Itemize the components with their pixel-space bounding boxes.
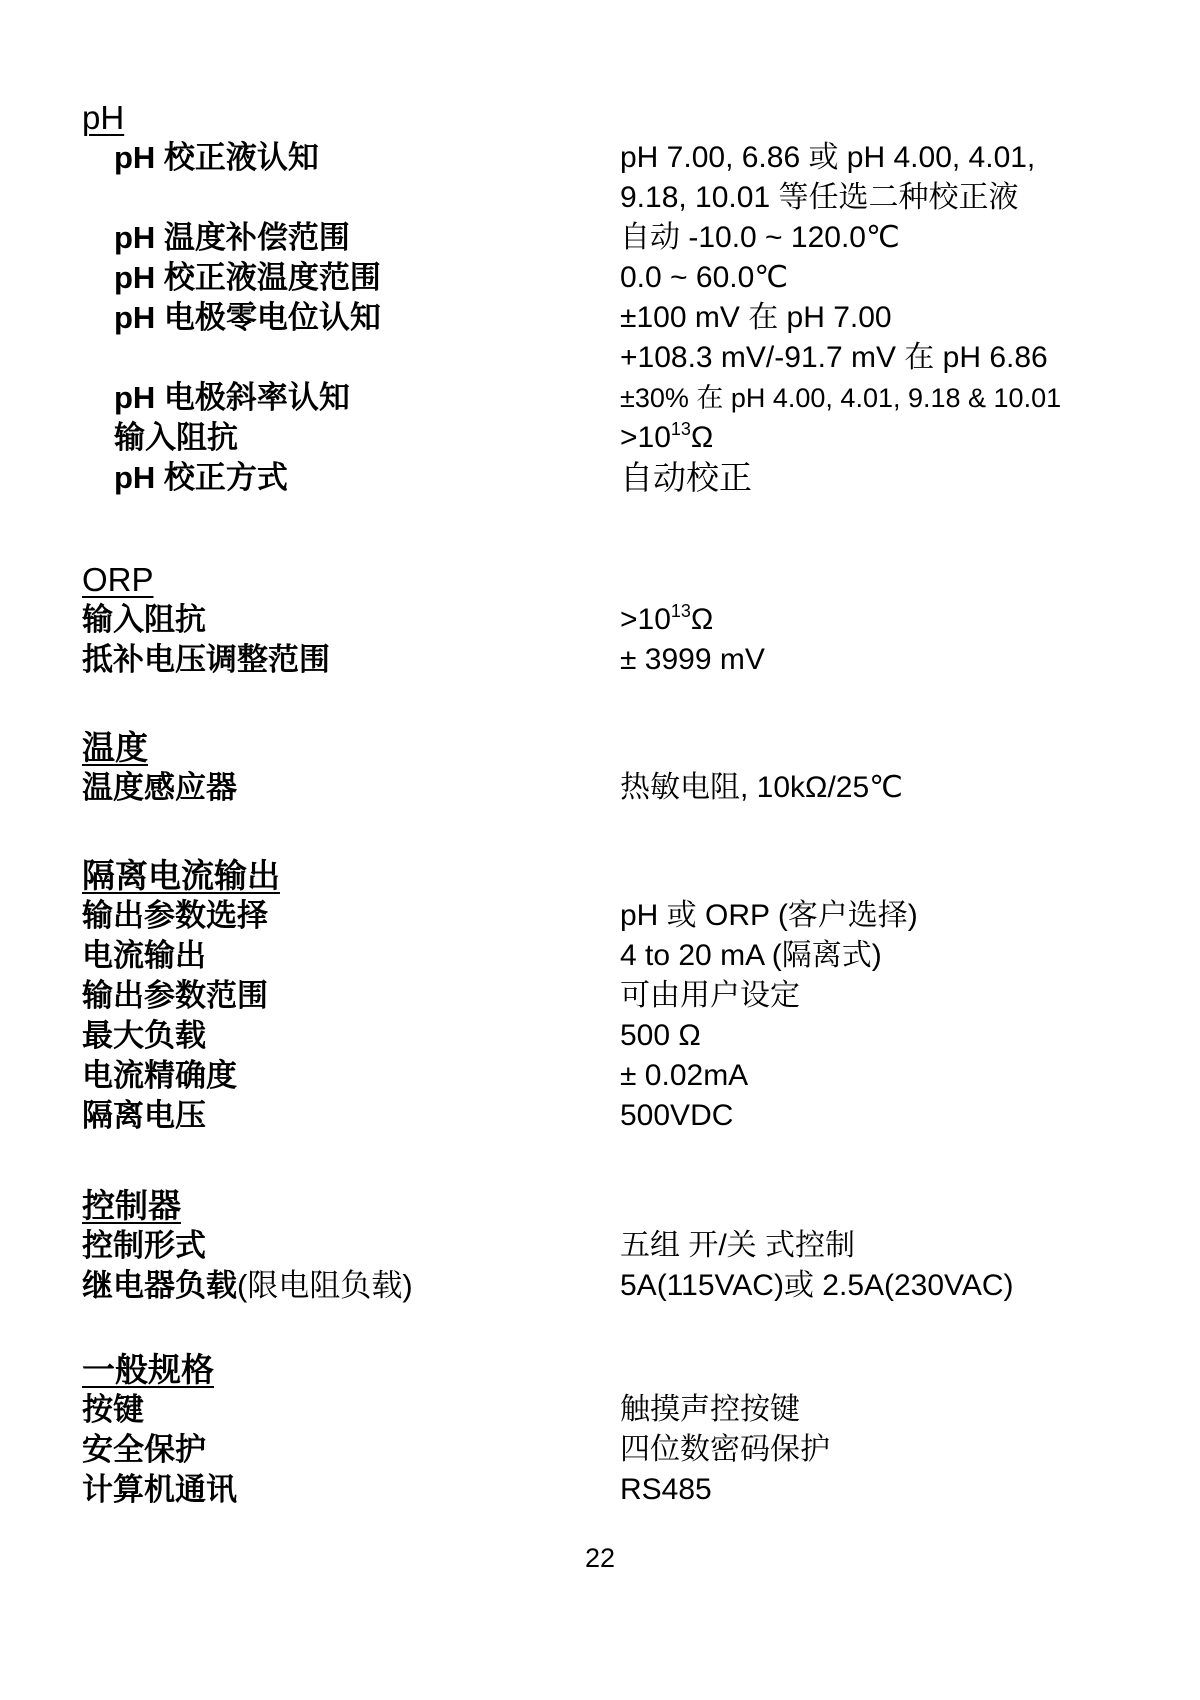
spec-label: 按键 [82, 1392, 144, 1427]
spec-value [620, 600, 765, 640]
spec-label: 安全保护 [82, 1432, 206, 1467]
section-heading-controller: 控制器 [82, 1187, 181, 1224]
spec-label: 输入阻抗 [82, 602, 206, 637]
spec-row [82, 458, 1061, 498]
spec-value: 4 to 20 mA (隔离式) [620, 939, 882, 972]
spec-value: ± 0.02mA [620, 1059, 749, 1092]
section-output [82, 856, 918, 1136]
spec-label: 隔离电压 [82, 1098, 206, 1133]
spec-row [82, 298, 1061, 378]
spec-label: 计算机通讯 [82, 1472, 237, 1507]
spec-label: 温度感应器 [82, 770, 237, 805]
spec-label-bold: 继电器负载 [82, 1268, 237, 1303]
spec-value: 触摸声控按键 [620, 1393, 800, 1426]
spec-label: pH 校正液认知 [114, 140, 319, 175]
spec-label [82, 1266, 620, 1306]
spec-row [82, 418, 1061, 458]
spec-row [82, 600, 765, 640]
spec-row [82, 896, 918, 936]
impedance-unit: Ω [690, 603, 714, 636]
impedance-exponent: 13 [670, 601, 691, 621]
spec-value: 五组 开/关 式控制 [620, 1229, 856, 1262]
spec-row [82, 768, 903, 808]
spec-value: ±100 mV 在 pH 7.00 +108.3 mV/-91.7 mV 在 pH 6.86 [620, 301, 1048, 374]
spec-row [82, 1056, 918, 1096]
spec-row [82, 1390, 830, 1430]
spec-value: ± 3999 mV [620, 643, 765, 676]
spec-label: pH 电极斜率认知 [114, 380, 350, 415]
spec-label: 抵补电压调整范围 [82, 642, 330, 677]
impedance-base: >10 [620, 421, 671, 454]
impedance-exponent: 13 [670, 419, 691, 439]
spec-row [82, 936, 918, 976]
spec-label: pH 校正方式 [114, 460, 288, 495]
spec-label: pH 电极零电位认知 [114, 300, 381, 335]
spec-row [82, 1430, 830, 1470]
spec-value: 自动 -10.0 ~ 120.0℃ [620, 221, 900, 254]
spec-value: 500VDC [620, 1099, 734, 1132]
spec-value: RS485 [620, 1473, 712, 1506]
section-controller [82, 1186, 1014, 1306]
spec-label: 电流精确度 [82, 1058, 237, 1093]
spec-label: pH 校正液温度范围 [114, 260, 381, 295]
spec-label: 控制形式 [82, 1228, 206, 1263]
section-heading-ph: pH [82, 99, 125, 136]
spec-label: 最大负载 [82, 1018, 206, 1053]
spec-label: pH 温度补偿范围 [114, 220, 350, 255]
impedance-unit: Ω [690, 421, 714, 454]
spec-label: 输出参数范围 [82, 978, 268, 1013]
spec-value: 自动校正 [620, 459, 752, 496]
spec-row [82, 258, 1061, 298]
spec-row [82, 1226, 1014, 1266]
spec-value: pH 或 ORP (客户选择) [620, 899, 918, 932]
section-general [82, 1350, 830, 1510]
spec-value: pH 7.00, 6.86 或 pH 4.00, 4.01, 9.18, 10.01 等任选二种校正液 [620, 141, 1036, 214]
spec-value: 5A(115VAC)或 2.5A(230VAC) [620, 1269, 1014, 1302]
spec-value: 四位数密码保护 [620, 1433, 830, 1466]
impedance-base: >10 [620, 603, 671, 636]
spec-row [82, 138, 1061, 218]
spec-row [82, 640, 765, 680]
spec-label: 输出参数选择 [82, 898, 268, 933]
spec-label-note: (限电阻负载) [237, 1268, 413, 1303]
section-temperature [82, 728, 903, 808]
section-orp [82, 560, 765, 680]
spec-value: 热敏电阻, 10kΩ/25℃ [620, 771, 903, 804]
spec-row [82, 1096, 918, 1136]
spec-row [82, 1266, 1014, 1306]
spec-row [82, 1470, 830, 1510]
section-heading-general: 一般规格 [82, 1351, 214, 1388]
spec-value: 500 Ω [620, 1019, 701, 1052]
spec-label: 电流输出 [82, 938, 206, 973]
spec-row [82, 378, 1061, 418]
spec-label: 输入阻抗 [114, 420, 238, 455]
spec-value [620, 418, 1061, 458]
spec-row [82, 1016, 918, 1056]
section-heading-orp: ORP [82, 561, 154, 598]
section-heading-output: 隔离电流输出 [82, 857, 280, 894]
spec-row [82, 218, 1061, 258]
spec-value: 可由用户设定 [620, 979, 800, 1012]
spec-row [82, 976, 918, 1016]
spec-value: ±30% 在 pH 4.00, 4.01, 9.18 & 10.01 [620, 383, 1062, 413]
section-ph [82, 98, 1061, 498]
spec-value: 0.0 ~ 60.0℃ [620, 261, 788, 294]
page-number: 22 [584, 1543, 616, 1573]
section-heading-temperature: 温度 [82, 729, 148, 766]
